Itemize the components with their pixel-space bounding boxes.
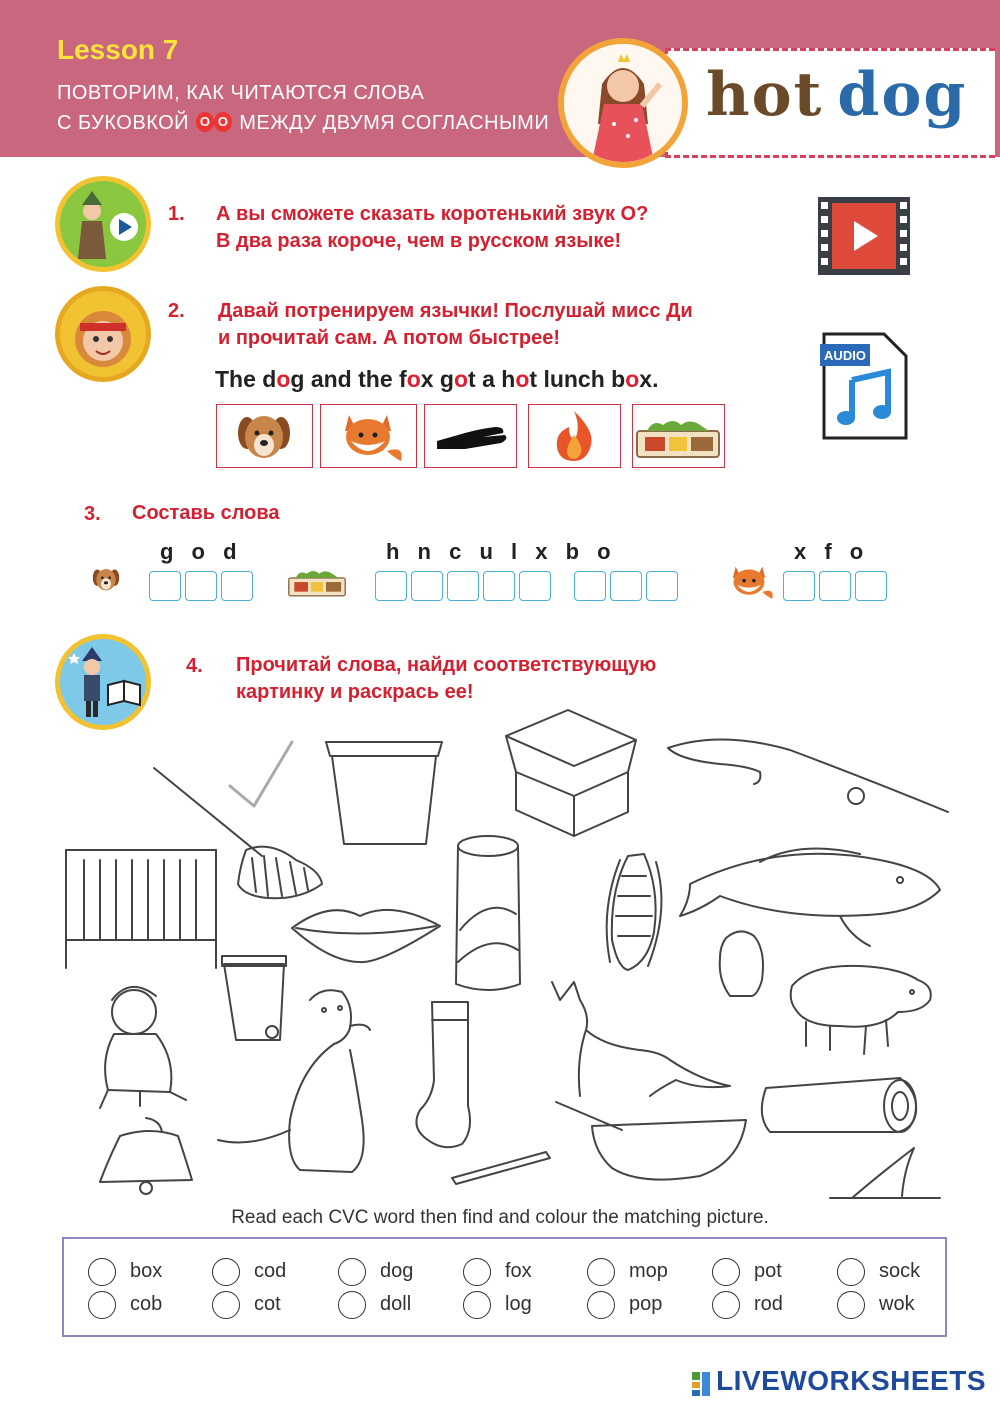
task1-video-character-icon[interactable] [55,176,151,272]
answer-cell-dog-3[interactable] [221,571,253,601]
practice-sentence [215,366,658,393]
radio-cod[interactable] [212,1258,240,1286]
answer-cell-fox-2[interactable] [819,571,851,601]
word-label: mop [629,1260,668,1282]
word-label: doll [380,1293,412,1315]
word-label: dog [380,1260,414,1282]
logo-hot: hot [706,60,824,130]
wig-drawing [720,931,763,996]
sentence-part: o [406,366,421,392]
header-line-2 [57,112,549,135]
answer-cell-lunch-3[interactable] [447,571,479,601]
pot-drawing [326,742,442,844]
letter-small-o: O [214,112,232,132]
pig-drawing [791,966,931,1054]
word-label: cob [130,1293,163,1315]
sentence-part: o [453,366,469,392]
answer-cell-lunch-5[interactable] [519,571,551,601]
picture-hand [424,404,517,468]
radio-pop[interactable] [587,1291,615,1319]
answer-cell-lunch-2[interactable] [411,571,443,601]
fox-icon [321,405,415,466]
sock-drawing [416,1002,470,1147]
sentence-part: g and the f [290,366,407,392]
task2-number: 2. [168,300,185,322]
miss-dee-face-icon [60,291,146,377]
lips-drawing [292,910,440,962]
answer-cell-fox-1[interactable] [783,571,815,601]
radio-box[interactable] [88,1258,116,1286]
liveworksheets-brand: LIVEWORKSHEETS [716,1365,986,1396]
wizard-icon [60,181,146,267]
task1-text [216,201,648,255]
dog-face-icon [217,405,311,466]
header-line-2-before: С БУКОВКОЙ [57,112,190,134]
word-label: pot [754,1260,782,1282]
girl-avatar [558,38,688,168]
word-label: box [130,1260,163,1282]
audio-icon[interactable] [822,332,908,444]
scramble-dog: g o d [160,539,243,564]
picture-lunch-box [632,404,725,468]
task1-number: 1. [168,203,185,225]
task3-text: Составь слова [132,502,280,524]
sentence-part: The d [215,366,277,392]
radio-sock[interactable] [837,1258,865,1286]
picture-fox [320,404,417,468]
hotdog-logo [706,60,967,130]
radio-mop[interactable] [587,1258,615,1286]
word-checklist [62,1237,947,1337]
task2-miss-dee-icon[interactable] [55,286,151,382]
scramble-lunchbox-icon [284,560,350,606]
sentence-part: o [625,366,640,392]
task4-text [236,652,656,706]
letter-big-o: O [196,112,214,132]
log-drawing [762,1078,916,1132]
scramble-fox: x f o [794,539,870,564]
wok-drawing [556,1102,746,1180]
task4-line-1: Прочитай слова, найди соответствующую [236,654,657,676]
worksheet-caption: Read each CVC word then find and colour the matching picture. [231,1207,769,1228]
radio-log[interactable] [463,1291,491,1319]
task4-line-2: картинку и раскрась ее! [236,681,474,703]
scramble-lunchbox: h n c u l x b o [386,539,617,564]
fox-sketch-drawing [552,982,730,1096]
video-play-icon[interactable] [818,197,910,279]
answer-cell-fox-3[interactable] [855,571,887,601]
picture-dog [216,404,313,468]
fire-icon [529,405,619,466]
radio-rod[interactable] [712,1291,740,1319]
radio-pot[interactable] [712,1258,740,1286]
answer-cell-lunch-4[interactable] [483,571,515,601]
bell-drawing [100,1118,192,1194]
word-label: wok [879,1293,915,1315]
task1-line-2: В два раза короче, чем в русском языке! [216,230,622,252]
sentence-part: t lunch b [529,366,626,392]
dog-sketch-drawing [218,990,370,1172]
sentence-part: x g [420,366,454,392]
hand-icon [425,405,515,466]
header-line-2-after: МЕЖДУ ДВУМЯ СОГЛАСНЫМИ [239,112,550,134]
answer-cell-dog-1[interactable] [149,571,181,601]
task2-line-1: Давай потренируем язычки! Послушай мисс Ди [218,300,693,322]
shark-fin-drawing [830,1148,940,1198]
fish-drawing [680,849,940,946]
task3-number: 3. [84,503,101,525]
task1-line-1: А вы сможете сказать коротенький звук O? [216,203,649,225]
word-label: pop [629,1293,663,1315]
lunch-box-icon [633,405,723,466]
answer-cell-dog-2[interactable] [185,571,217,601]
audio-label: AUDIO [824,348,866,363]
radio-doll[interactable] [338,1291,366,1319]
answer-cell-box-2[interactable] [610,571,642,601]
word-label: fox [505,1260,532,1282]
radio-cot[interactable] [212,1291,240,1319]
pen-drawing [452,1152,550,1184]
check-mark-drawing [230,742,292,806]
radio-wok[interactable] [837,1291,865,1319]
sentence-part: x. [639,366,659,392]
task4-number: 4. [186,655,203,677]
coloring-scene [0,700,1000,1205]
liveworksheets-logo-icon [692,1372,712,1400]
answer-cell-box-3[interactable] [646,571,678,601]
radio-fox[interactable] [463,1258,491,1286]
sentence-part: o [515,366,530,392]
crib-drawing [66,850,216,968]
box-drawing [506,710,636,836]
picture-fire [528,404,621,468]
scramble-fox-icon [716,556,782,610]
radio-cob[interactable] [88,1291,116,1319]
header-line-1: ПОВТОРИМ, КАК ЧИТАЮТСЯ СЛОВА [57,82,425,104]
radio-dog[interactable] [338,1258,366,1286]
task2-text [218,298,693,352]
trash-bin-drawing [222,956,286,1040]
scramble-dog-icon [82,556,130,606]
word-label: cod [254,1260,287,1282]
corn-drawing [607,854,662,970]
sentence-part: t a h [468,366,516,392]
word-label: cot [254,1293,281,1315]
sentence-part: o [276,366,291,392]
can-drawing [456,836,520,990]
girl-illustration [564,44,682,162]
doll-drawing [100,987,186,1108]
fishing-rod-drawing [668,739,948,812]
word-label: rod [754,1293,783,1315]
lesson-title: Lesson 7 [57,34,179,65]
logo-dog: dog [837,60,968,130]
word-label: sock [879,1260,921,1282]
oo-letters [195,112,233,132]
answer-cell-lunch-1[interactable] [375,571,407,601]
task2-line-2: и прочитай сам. А потом быстрее! [218,327,561,349]
word-label: log [505,1293,532,1315]
answer-cell-box-1[interactable] [574,571,606,601]
